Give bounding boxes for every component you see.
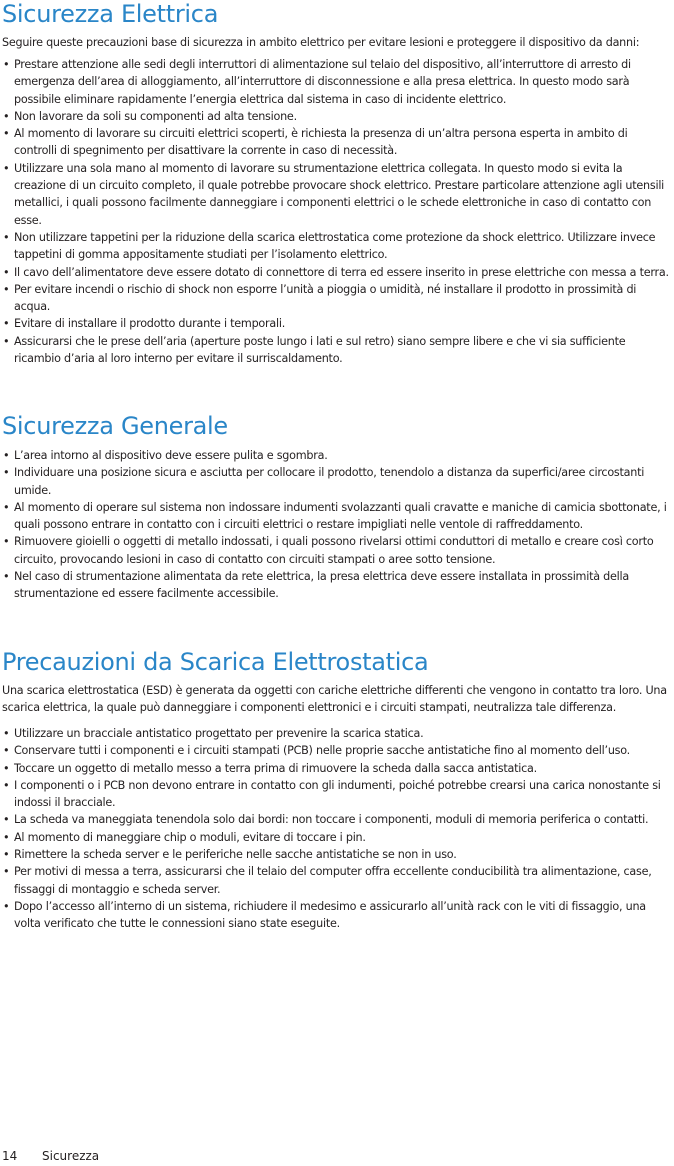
section-esd-precautions xyxy=(2,648,672,933)
list-item-text: Al momento di maneggiare chip o moduli, evitare di toccare i pin. xyxy=(14,830,366,844)
bullet-icon: • xyxy=(3,500,10,514)
bullet-icon: • xyxy=(3,744,10,758)
list-item-text: Utilizzare una sola mano al momento di lavorare su strumentazione elettrica collegata. In questo modo si evita la creazione di un circuito completo, il quale potrebbe provocare shock elettrico. Prestare particolare attenzione agli utensili metallici, i quali possono facilmente danneggiare i componenti elettrici o le schede elettroniche in caso di contatto con esse. xyxy=(14,161,665,227)
bullet-icon: • xyxy=(3,449,10,462)
bullet-icon: • xyxy=(3,778,10,792)
footer-section-name: Sicurezza xyxy=(42,1149,100,1163)
list-item xyxy=(2,811,672,828)
section-title-electrical: Sicurezza Elettrica xyxy=(2,0,219,28)
list-item xyxy=(2,499,672,534)
bullet-list-esd xyxy=(2,725,672,933)
bullet-icon: • xyxy=(3,317,10,331)
section-intro-esd: Una scarica elettrostatica (ESD) è generata da oggetti con cariche elettriche differenti che vengono in contatto tra loro. Una scarica elettrica, la quale può danneggiare i componenti elettronici e i circuiti stampati, neutralizza tale differenza. xyxy=(2,684,667,714)
section-title-general: Sicurezza Generale xyxy=(2,412,228,440)
list-item xyxy=(2,315,672,332)
list-item xyxy=(2,264,672,281)
bullet-icon: • xyxy=(3,848,10,862)
bullet-icon: • xyxy=(3,265,10,279)
list-item-text: I componenti o i PCB non devono entrare in contatto con gli indumenti, poiché potrebbe crearsi una carica nonostante si indossi il bracciale. xyxy=(14,778,661,810)
bullet-icon: • xyxy=(3,230,10,244)
list-item-text: Nel caso di strumentazione alimentata da rete elettrica, la presa elettrica deve essere installata in prossimità della strumentazione ed essere facilmente accessibile. xyxy=(14,570,629,601)
page-number: 14 xyxy=(2,1149,18,1163)
list-item-text: Non lavorare da soli su componenti ad alta tensione. xyxy=(14,109,297,123)
list-item-text: Per evitare incendi o rischio di shock non esporre l’unità a pioggia o umidità, né installare il prodotto in prossimità di acqua. xyxy=(14,282,637,314)
bullet-icon: • xyxy=(3,813,10,827)
list-item-text: Conservare tutti i componenti e i circuiti stampati (PCB) nelle proprie sacche antistatiche fino al momento dell’uso. xyxy=(14,744,630,758)
bullet-icon: • xyxy=(3,865,10,879)
list-item xyxy=(2,56,672,108)
list-item xyxy=(2,533,672,568)
list-item-text: Al momento di operare sul sistema non indossare indumenti svolazzanti quali cravatte e maniche di camicia sbottonate, i quali possono entrare in contatto con i circuiti elettrici o restare impigliati nelle ventole di raffreddamento. xyxy=(14,500,667,532)
list-item-text: Toccare un oggetto di metallo messo a terra prima di rimuovere la scheda dalla sacca antistatica. xyxy=(14,761,537,775)
list-item xyxy=(2,108,672,125)
list-item xyxy=(2,333,672,368)
list-item-text: Utilizzare un bracciale antistatico progettato per prevenire la scarica statica. xyxy=(14,727,424,740)
list-item xyxy=(2,568,672,603)
bullet-icon: • xyxy=(3,127,10,141)
bullet-icon: • xyxy=(3,570,10,584)
list-item xyxy=(2,742,672,759)
bullet-icon: • xyxy=(3,161,10,175)
list-item-text: Rimettere la scheda server e le periferiche nelle sacche antistatiche se non in uso. xyxy=(14,848,457,862)
bullet-icon: • xyxy=(3,466,10,480)
list-item-text: Il cavo dell’alimentatore deve essere dotato di connettore di terra ed essere inserito in prese elettriche con messa a terra. xyxy=(14,265,669,279)
bullet-icon: • xyxy=(3,58,10,71)
list-item-text: Rimuovere gioielli o oggetti di metallo indossati, i quali possono rivelarsi ottimi conduttori di metallo e creare così corto circuito, provocando lesioni in caso di contatto con circuiti stampati o aree sotto tensione. xyxy=(14,535,654,566)
section-title-esd: Precauzioni da Scarica Elettrostatica xyxy=(2,648,429,676)
bullet-list-electrical xyxy=(2,56,672,367)
list-item xyxy=(2,863,672,898)
page-footer xyxy=(2,1148,99,1164)
bullet-icon: • xyxy=(3,282,10,296)
list-item xyxy=(2,229,672,264)
list-item xyxy=(2,281,672,316)
list-item-text: Al momento di lavorare su circuiti elettrici scoperti, è richiesta la presenza di un’altra persona esperta in ambito di controlli di spegnimento per disattivare la corrente in caso di necessità. xyxy=(14,127,628,158)
list-item xyxy=(2,846,672,863)
list-item xyxy=(2,760,672,777)
bullet-icon: • xyxy=(3,830,10,844)
list-item-text: L’area intorno al dispositivo deve essere pulita e sgombra. xyxy=(14,449,328,462)
list-item xyxy=(2,464,672,499)
list-item-text: Prestare attenzione alle sedi degli interruttori di alimentazione sul telaio del dispositivo, all’interruttore di arresto di emergenza dell’area di alloggiamento, all’interruttore di disconnessione e alla presa elettrica. In questo modo sarà possibile eliminare rapidamente l’energia elettrica dal sistema in caso di incidente elettrico. xyxy=(14,58,631,106)
list-item-text: Evitare di installare il prodotto durante i temporali. xyxy=(14,317,285,331)
bullet-icon: • xyxy=(3,109,10,123)
section-general-safety xyxy=(2,412,672,603)
list-item xyxy=(2,725,672,742)
list-item-text: Per motivi di messa a terra, assicurarsi che il telaio del computer offra eccellente conducibilità tra alimentazione, case, fissaggi di montaggio e scheda server. xyxy=(14,865,652,896)
section-electrical-safety xyxy=(2,0,672,367)
list-item-text: Assicurarsi che le prese dell’aria (aperture poste lungo i lati e sul retro) siano sempre libere e che vi sia sufficiente ricambio d’aria al loro interno per evitare il surriscaldamento. xyxy=(14,334,626,366)
bullet-icon: • xyxy=(3,761,10,775)
list-item xyxy=(2,898,672,933)
list-item xyxy=(2,125,672,160)
bullet-icon: • xyxy=(3,727,10,740)
list-item-text: Non utilizzare tappetini per la riduzione della scarica elettrostatica come protezione da shock elettrico. Utilizzare invece tappetini di gomma appositamente studiati per l’isolamento elettrico. xyxy=(14,230,656,262)
list-item xyxy=(2,447,672,464)
bullet-icon: • xyxy=(3,899,10,913)
bullet-icon: • xyxy=(3,535,10,549)
bullet-list-general xyxy=(2,447,672,603)
section-intro-electrical: Seguire queste precauzioni base di sicurezza in ambito elettrico per evitare lesioni e proteggere il dispositivo da danni: xyxy=(2,36,640,49)
list-item-text: Dopo l’accesso all’interno di un sistema, richiudere il medesimo e assicurarlo all’unità rack con le viti di fissaggio, una volta verificato che tutte le connessioni siano state eseguite. xyxy=(14,899,646,931)
list-item xyxy=(2,160,672,229)
bullet-icon: • xyxy=(3,334,10,348)
list-item-text: La scheda va maneggiata tenendola solo dai bordi: non toccare i componenti, moduli di memoria periferica o contatti. xyxy=(14,813,649,827)
list-item xyxy=(2,829,672,846)
list-item xyxy=(2,777,672,812)
list-item-text: Individuare una posizione sicura e asciutta per collocare il prodotto, tenendolo a distanza da superfici/aree circostanti umide. xyxy=(14,466,645,497)
